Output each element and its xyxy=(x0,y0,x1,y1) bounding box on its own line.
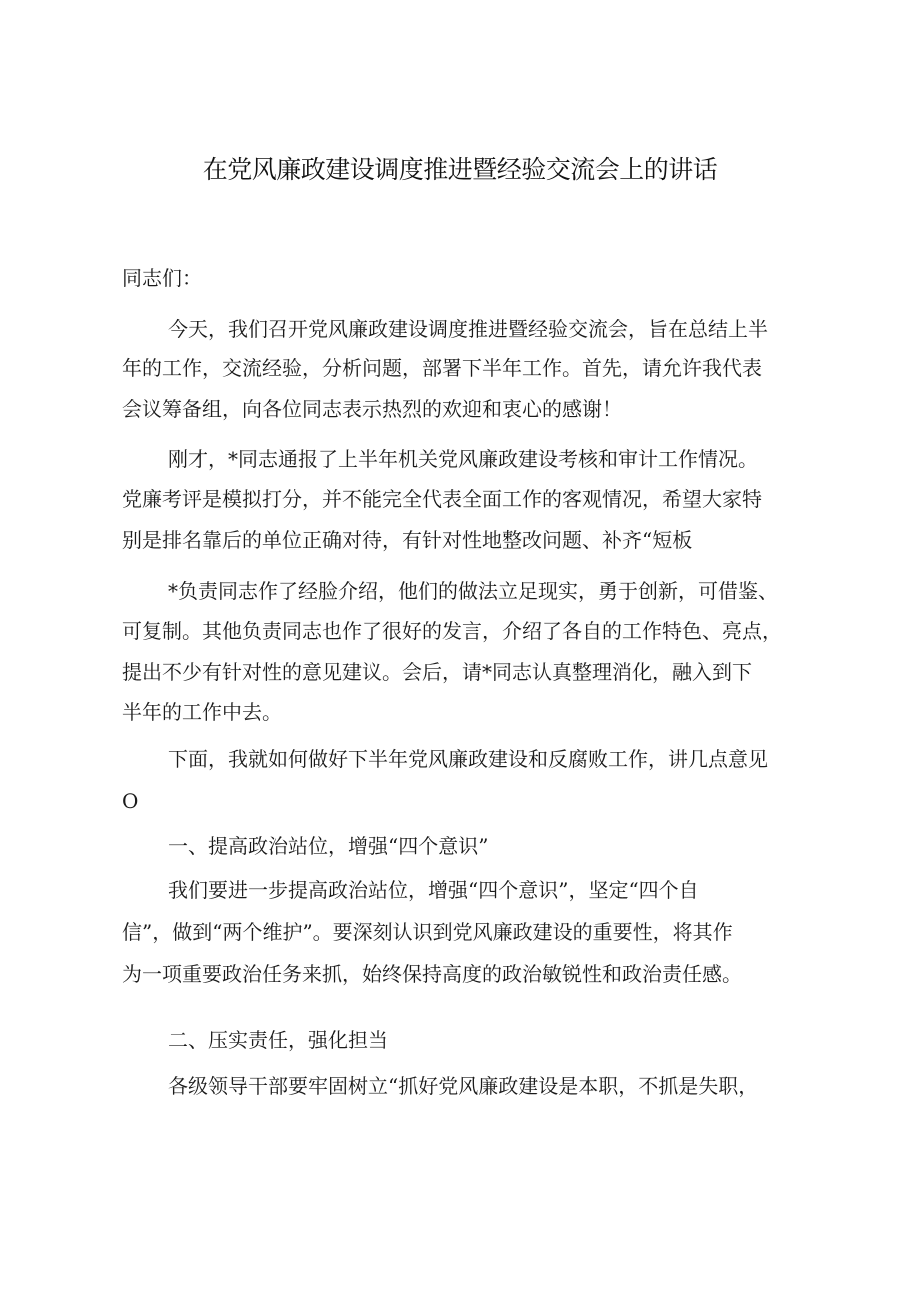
document-title: 在党风廉政建设调度推进暨经验交流会上的讲话 xyxy=(202,155,718,184)
salutation: 同志们： xyxy=(122,266,202,290)
paragraph-line: 刚才，*同志通报了上半年机关党风廉政建设考核和审计工作情况。 xyxy=(168,447,758,471)
paragraph-line: *负责同志作了经脸介绍，他们的做法立足现实，勇于创新，可借鉴、 xyxy=(168,579,778,603)
paragraph-line: 今天，我们召开党风廉政建设调度推进暨经验交流会，旨在总结上半 xyxy=(168,317,768,341)
paragraph-line: 会议筹备组，向各位同志表示热烈的欢迎和衷心的感谢！ xyxy=(122,397,622,421)
paragraph-line: 别是排名靠后的单位正确对待，有针对性地整改问题、补齐“短板 xyxy=(122,528,693,552)
paragraph-line: 半年的工作中去。 xyxy=(122,700,282,724)
paragraph-line: 各级领导干部要牢固树立“抓好党风廉政建设是本职，不抓是失职， xyxy=(168,1074,759,1098)
paragraph-line: 我们要进一步提高政治站位，增强“四个意识”，坚定“四个自 xyxy=(168,878,699,902)
paragraph-line: 提出不少有针对性的意见建议。会后，请*同志认真整理消化，融入到下 xyxy=(122,660,752,684)
paragraph-line: O xyxy=(122,789,139,813)
section-heading-1: 一、提高政治站位，增强“四个意识” xyxy=(168,834,489,858)
paragraph-line: 可复制。其他负责同志也作了很好的发言，介绍了各自的工作特色、亮点， xyxy=(122,619,782,643)
section-heading-2: 二、压实责任，强化担当 xyxy=(168,1028,388,1052)
paragraph-line: 为一项重要政治任务来抓，始终保持高度的政治敏锐性和政治责任感。 xyxy=(122,962,742,986)
paragraph-line: 下面，我就如何做好下半年党风廉政建设和反腐败工作，讲几点意见 xyxy=(168,747,768,771)
paragraph-line: 党廉考评是模拟打分，并不能完全代表全面工作的客观情况，希望大家特 xyxy=(122,487,762,511)
paragraph-line: 信”，做到“两个维护”。要深刻认识到党风廉政建设的重要性，将其作 xyxy=(122,920,733,944)
paragraph-line: 年的工作，交流经验，分析问题，部署下半年工作。首先，请允许我代表 xyxy=(122,356,762,380)
